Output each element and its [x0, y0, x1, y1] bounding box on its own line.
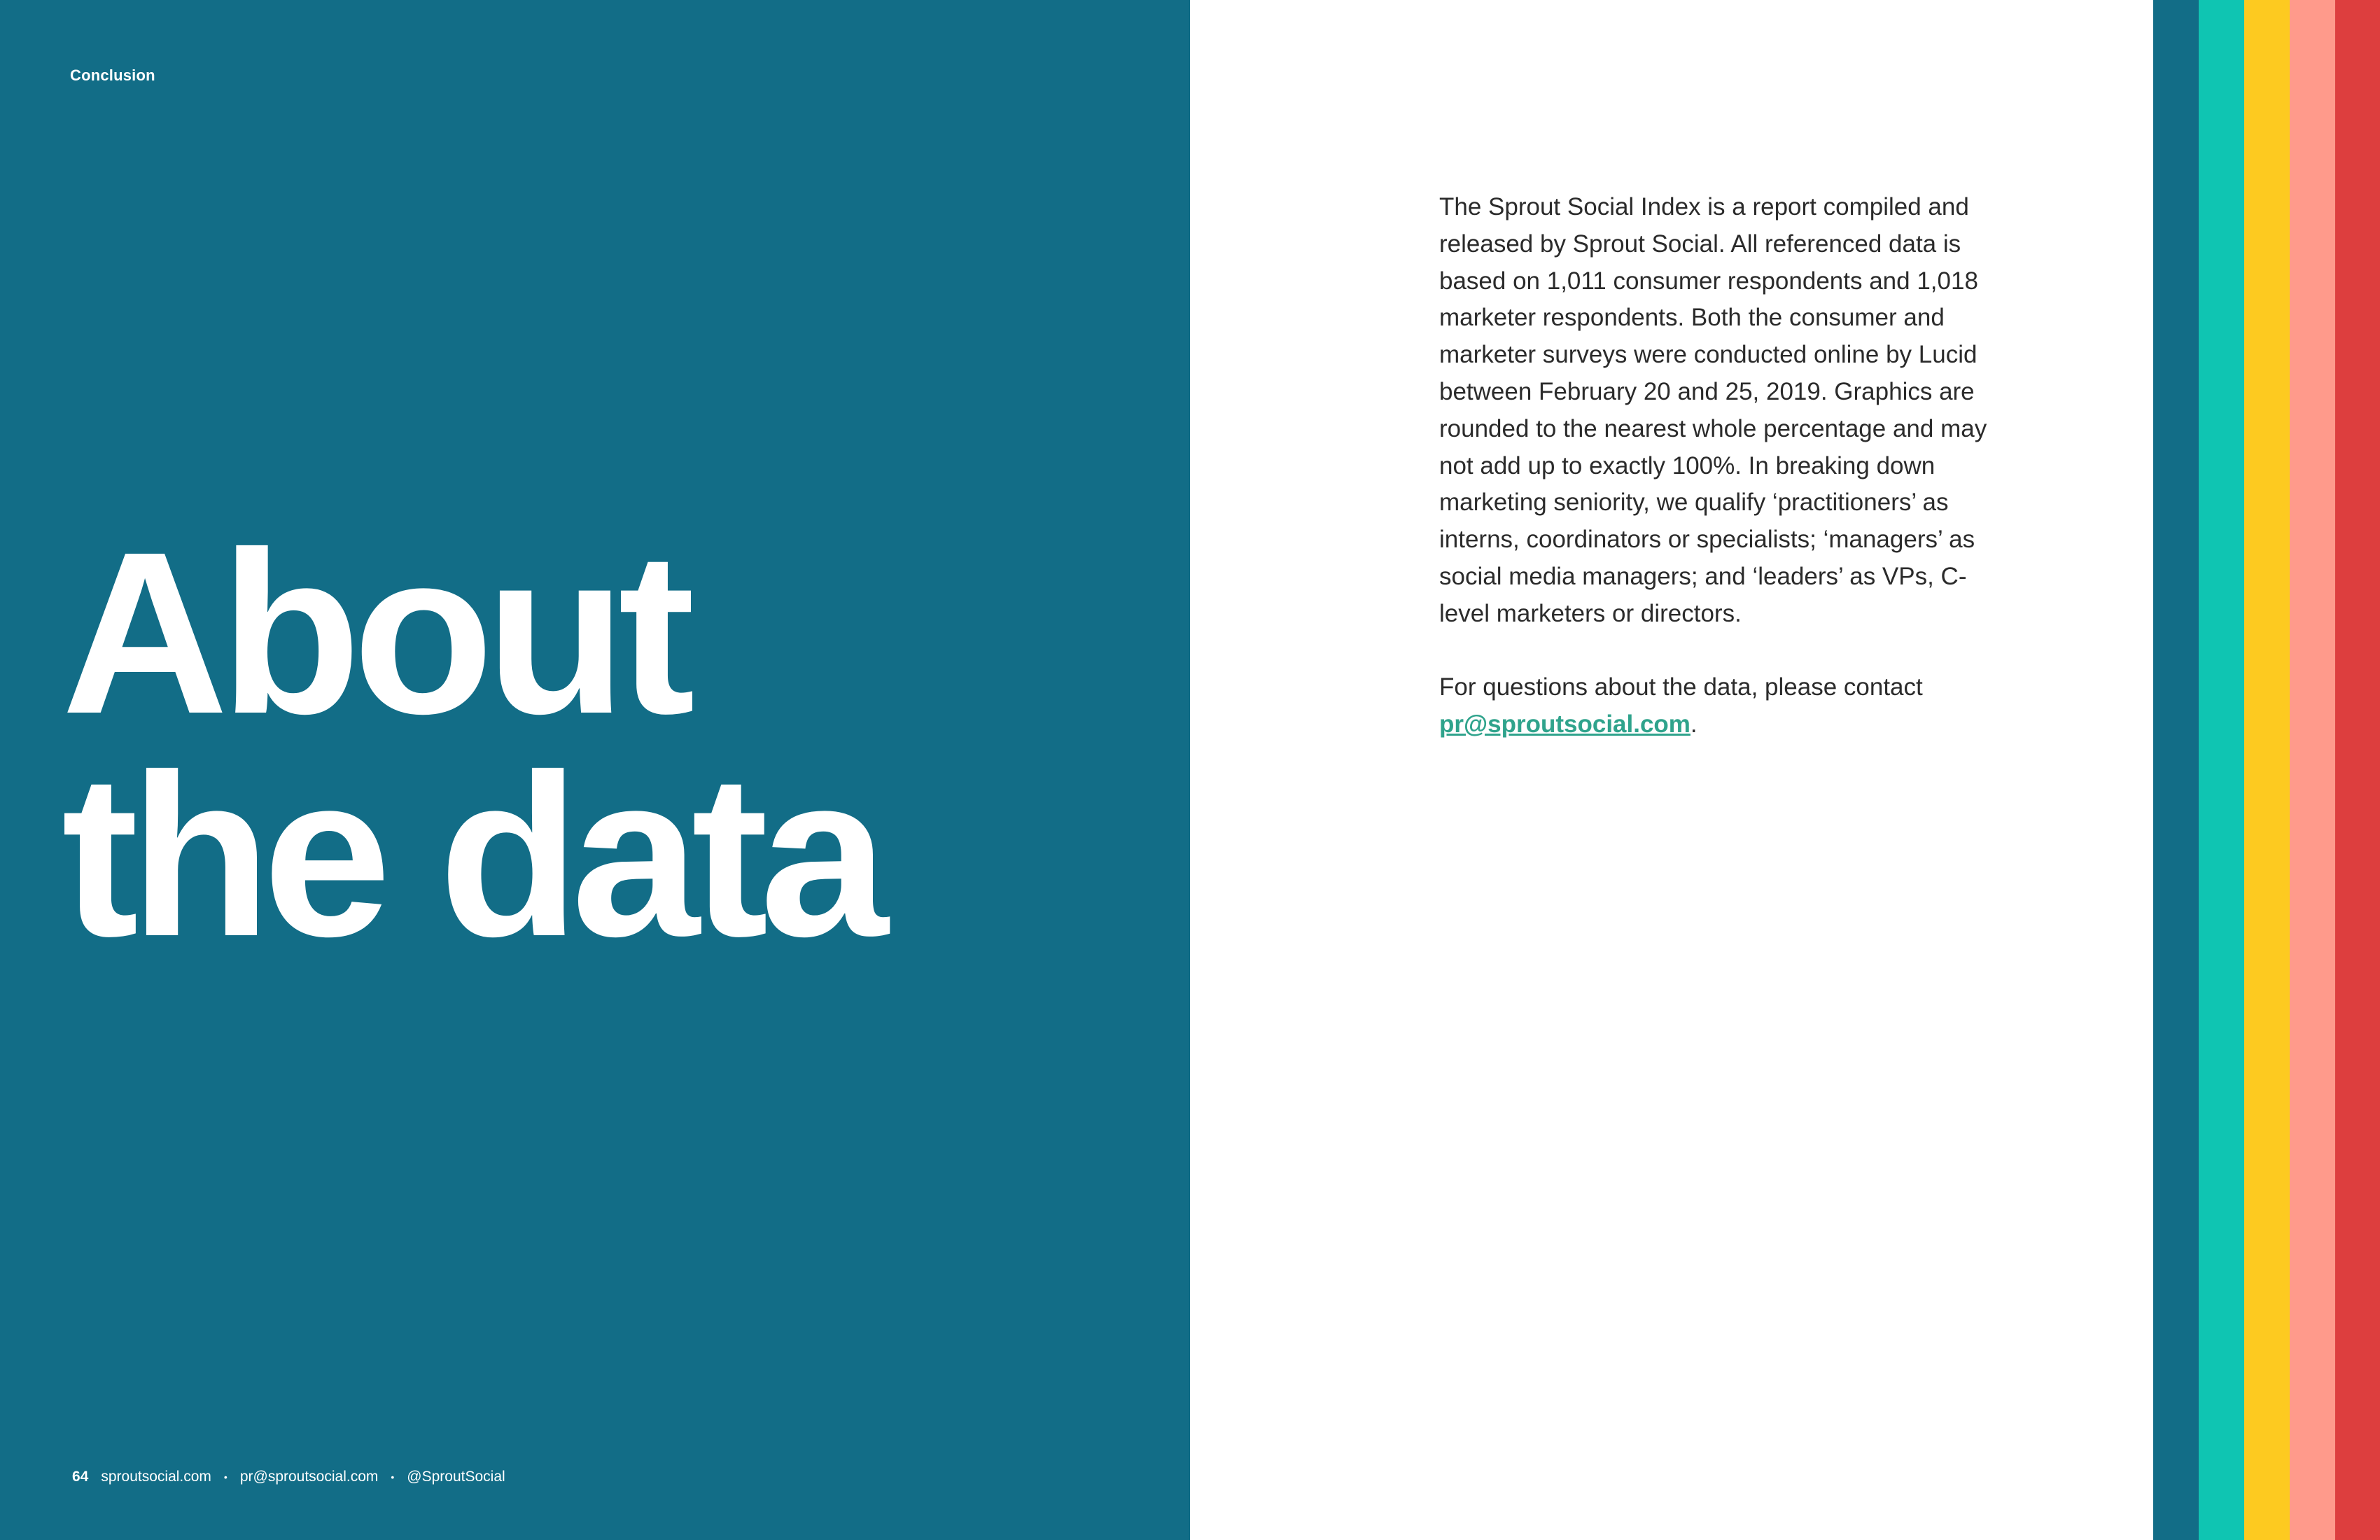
page-title-line-2: the data — [62, 726, 881, 984]
color-stripe-2 — [2199, 0, 2244, 1540]
color-stripe-1 — [2153, 0, 2199, 1540]
page-footer — [72, 1469, 505, 1485]
section-label: Conclusion — [70, 66, 155, 84]
footer-website-link[interactable]: sproutsocial.com — [101, 1469, 211, 1485]
methodology-paragraph: The Sprout Social Index is a report compiled and released by Sprout Social. All referenced data is based on 1,011 consumer respondents and 1,018 marketer respondents. Both the consumer and marketer surveys were conducted online by Lucid between February 20 and 25, 2019. Graphics are rounded to the nearest whole percentage and may not add up to exactly 100%. In breaking down marketing seniority, we qualify ‘practitioners’ as interns, coordinators or specialists; ‘managers’ as social media managers; and ‘leaders’ as VPs, C-level marketers or directors. — [1439, 193, 1987, 627]
footer-separator: • — [223, 1471, 227, 1483]
color-stripe-3 — [2244, 0, 2290, 1540]
contact-email-link[interactable]: pr@sproutsocial.com — [1439, 710, 1690, 738]
footer-handle-link[interactable]: @SproutSocial — [407, 1469, 505, 1485]
contact-suffix: . — [1690, 710, 1698, 738]
footer-separator: • — [391, 1471, 395, 1483]
footer-email-link[interactable]: pr@sproutsocial.com — [239, 1469, 379, 1485]
decorative-stripes — [2153, 0, 2380, 1540]
color-stripe-5 — [2335, 0, 2380, 1540]
page-title — [62, 503, 881, 984]
page-title-line-1: About — [62, 503, 687, 762]
contact-paragraph — [1439, 669, 1999, 743]
page-number: 64 — [72, 1469, 89, 1485]
color-stripe-4 — [2290, 0, 2335, 1540]
about-body — [1439, 189, 1999, 780]
contact-text: For questions about the data, please contact — [1439, 673, 1923, 701]
